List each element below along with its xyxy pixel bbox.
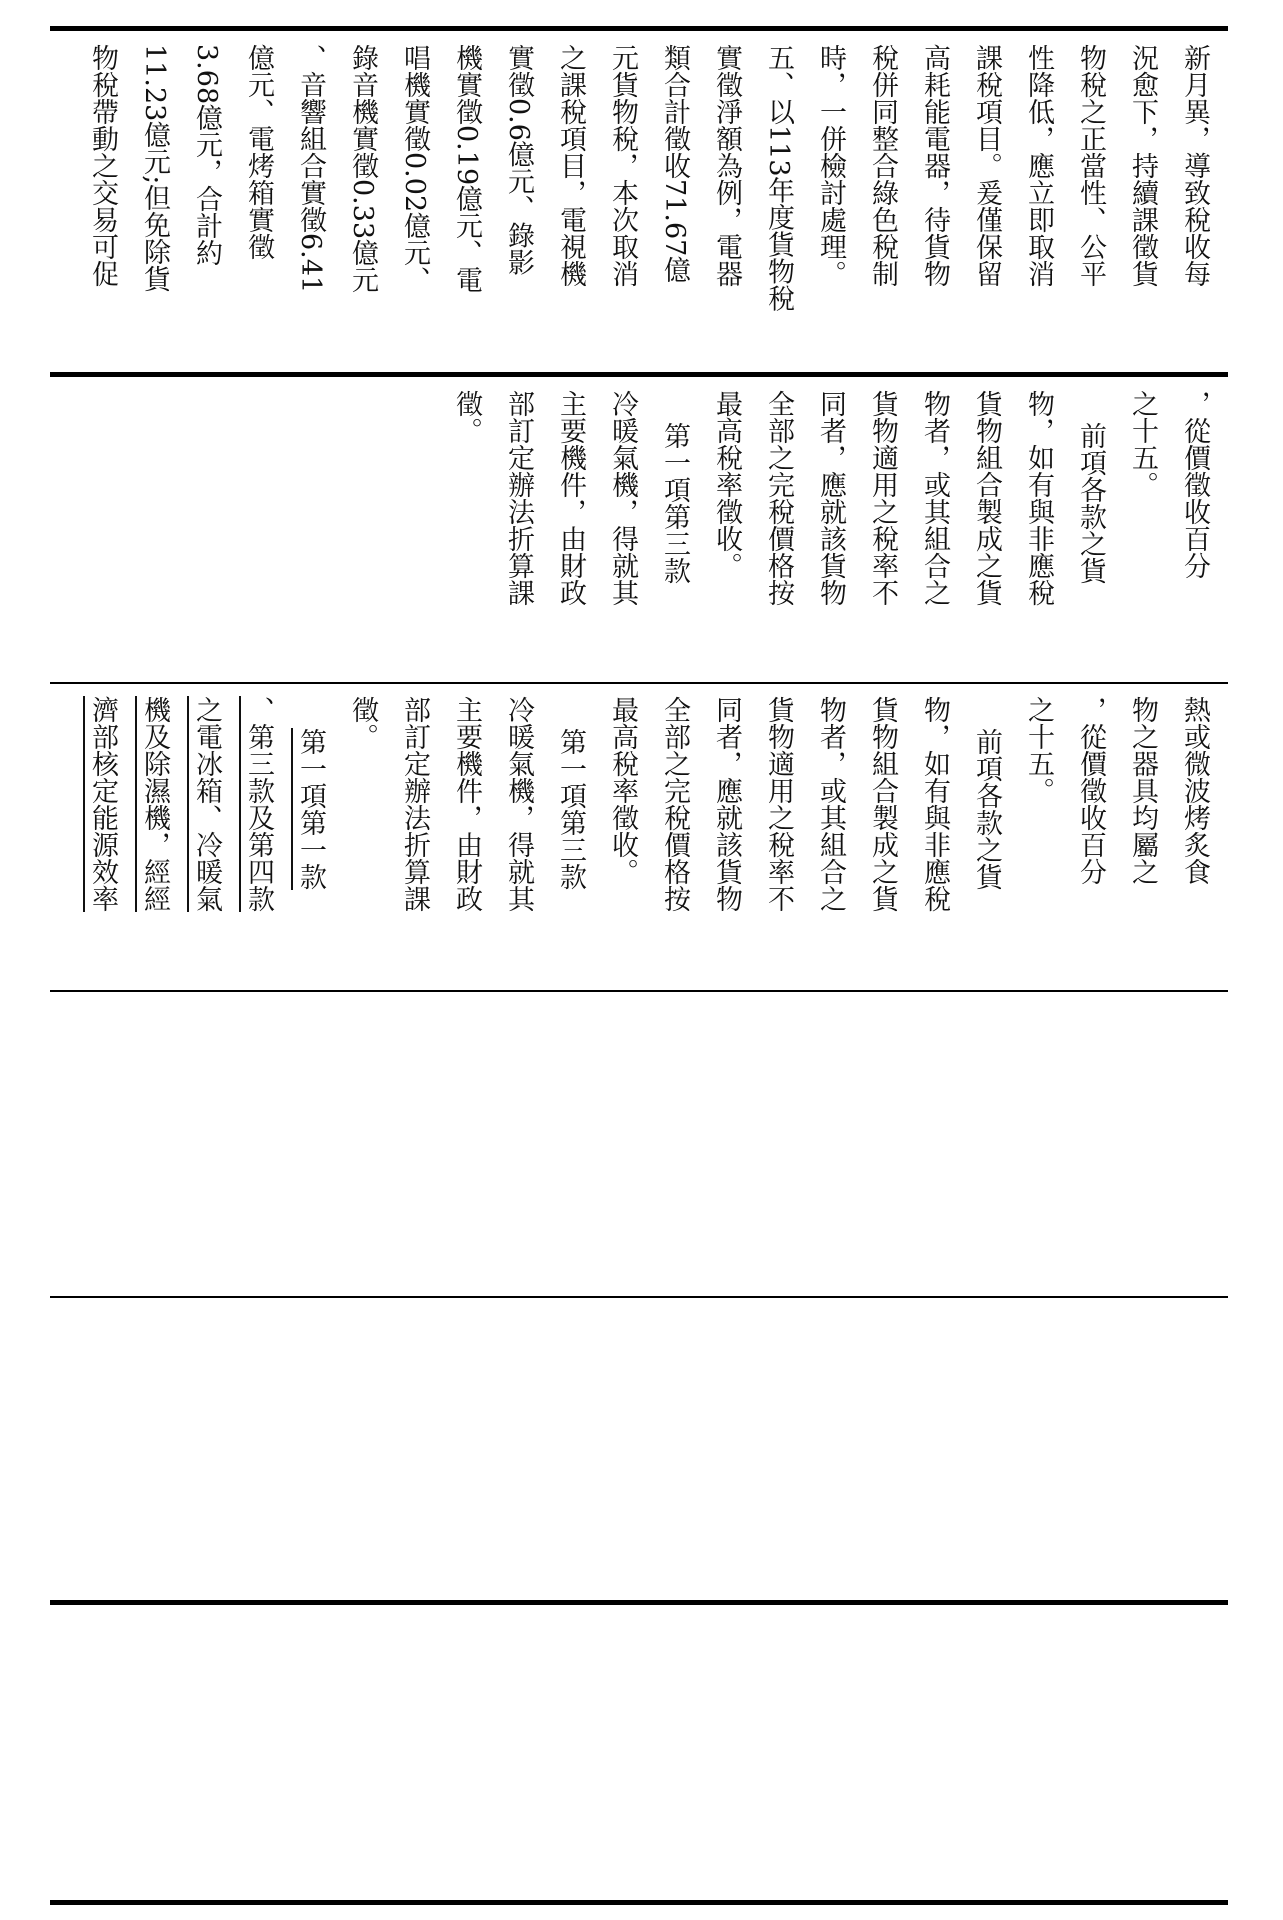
text-line: 機實徵0.19億元、電: [451, 44, 482, 294]
table-bottom-border: [50, 1900, 1228, 1905]
text-line: 貨物適用之稅率不: [763, 696, 794, 912]
text-line: 3.68億元，合計約: [191, 44, 222, 267]
table-top-border: [50, 26, 1228, 31]
text-line: 部訂定辦法折算課: [503, 390, 534, 606]
text-line: 物者，或其組合之: [919, 390, 950, 606]
amended-text-line: 濟部核定能源效率: [87, 696, 118, 912]
text-line: 貨物適用之稅率不: [867, 390, 898, 606]
text-line: 同者，應就該貨物: [711, 696, 742, 912]
explanation-cell: [60, 44, 1220, 364]
row-divider: [50, 1296, 1228, 1298]
text-line: 物稅帶動之交易可促: [87, 44, 118, 287]
amended-text-line: 、第三款及第四款: [243, 696, 274, 912]
text-line: 性降低，應立即取消: [1023, 44, 1054, 287]
text-line: 億元、電烤箱實徵: [243, 44, 274, 260]
text-line: 最高稅率徵收。: [607, 696, 638, 885]
text-line: 時，一併檢討處理。: [815, 44, 846, 287]
proposed-law-cell: [60, 696, 1220, 990]
text-line: 之十五。: [1023, 696, 1054, 804]
text-line: 11.23億元;但免除貨: [139, 44, 170, 293]
text-line: 同者，應就該貨物: [815, 390, 846, 606]
text-line: 五、以113年度貨物稅: [763, 44, 794, 312]
text-line: 徵。: [451, 390, 482, 444]
text-line: 稅併同整合綠色稅制: [867, 44, 898, 287]
text-line: 貨物組合製成之貨: [867, 696, 898, 912]
text-line: 冷暖氣機，得就其: [503, 696, 534, 912]
row-divider: [50, 1600, 1228, 1605]
text-line: 第一項第三款: [555, 728, 586, 891]
text-line: 新月異，導致稅收每: [1179, 44, 1210, 287]
row-divider: [50, 682, 1228, 684]
text-line: 實徵0.6億元、錄影: [503, 44, 534, 276]
text-line: ，從價徵收百分: [1075, 696, 1106, 885]
text-line: 物，如有與非應稅: [919, 696, 950, 912]
text-line: 最高稅率徵收。: [711, 390, 742, 579]
text-line: 類合計徵收71.67億: [659, 44, 690, 284]
text-line: 前項各款之貨: [971, 728, 1002, 891]
amended-text-line: 之電冰箱、冷暖氣: [191, 696, 222, 912]
text-line: 元貨物稅，本次取消: [607, 44, 638, 287]
text-line: 物者，或其組合之: [815, 696, 846, 912]
text-line: 徵。: [347, 696, 378, 750]
text-line: 唱機實徵0.02億元、: [399, 44, 430, 294]
text-line: 課稅項目。爰僅保留: [971, 44, 1002, 287]
row-divider: [50, 372, 1228, 377]
text-line: 主要機件，由財政: [555, 390, 586, 606]
row-divider: [50, 990, 1228, 992]
current-law-cell: [60, 390, 1220, 680]
text-line: 全部之完稅價格按: [659, 696, 690, 912]
amended-text-line: 機及除濕機，經經: [139, 696, 170, 912]
text-line: 物，如有與非應稅: [1023, 390, 1054, 606]
text-line: 前項各款之貨: [1075, 422, 1106, 585]
text-line: ，從價徵收百分: [1179, 390, 1210, 579]
text-line: 、音響組合實徵6.41: [295, 44, 326, 294]
text-line: 物稅之正當性、公平: [1075, 44, 1106, 287]
text-line: 錄音機實徵0.33億元: [347, 44, 378, 294]
text-line: 高耗能電器，待貨物: [919, 44, 950, 287]
text-line: 主要機件，由財政: [451, 696, 482, 912]
text-line: 況愈下，持續課徵貨: [1127, 44, 1158, 287]
text-line: 之課稅項目，電視機: [555, 44, 586, 287]
text-line: 部訂定辦法折算課: [399, 696, 430, 912]
text-line: 冷暖氣機，得就其: [607, 390, 638, 606]
text-line: 熱或微波烤炙食: [1179, 696, 1210, 885]
text-line: 之十五。: [1127, 390, 1158, 498]
amended-text-line: 第一項第一款: [295, 728, 326, 891]
text-line: 貨物組合製成之貨: [971, 390, 1002, 606]
text-line: 物之器具均屬之: [1127, 696, 1158, 885]
text-line: 第一項第三款: [659, 422, 690, 585]
text-line: 全部之完稅價格按: [763, 390, 794, 606]
text-line: 實徵淨額為例，電器: [711, 44, 742, 287]
